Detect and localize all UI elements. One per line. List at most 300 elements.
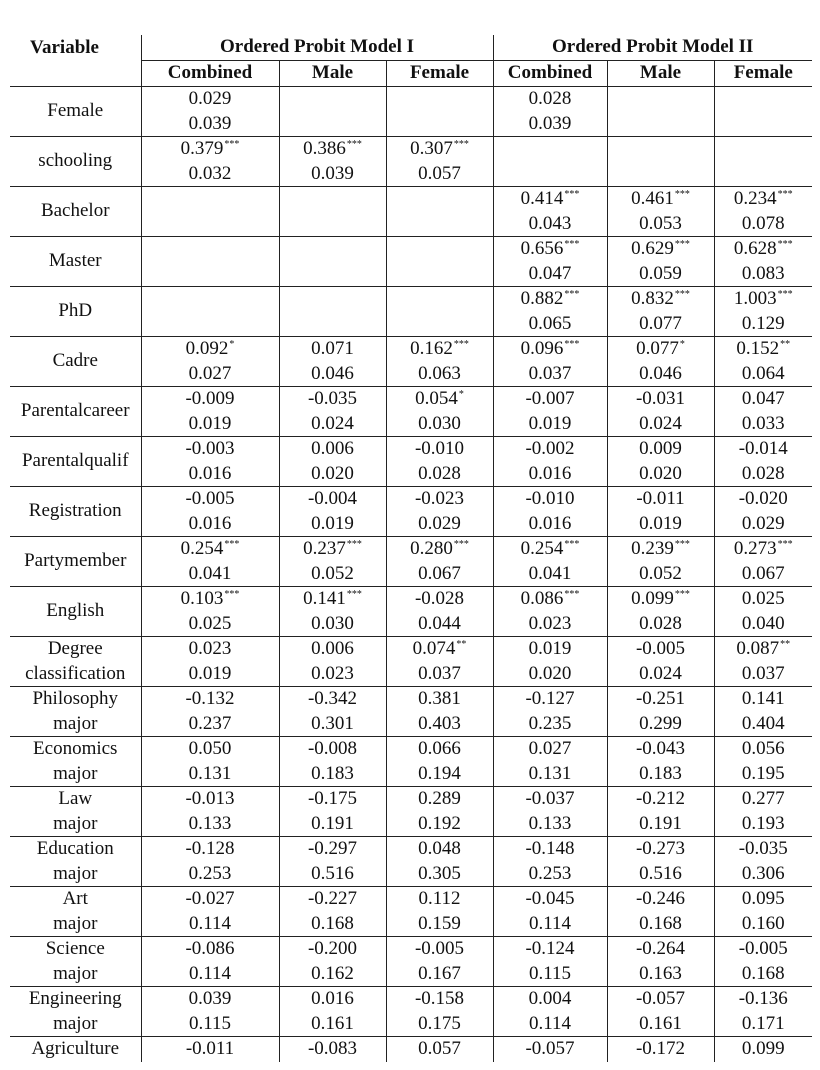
coefficient-line	[742, 1037, 785, 1062]
coefficient: -0.003	[185, 438, 235, 459]
coefficient: -0.128	[185, 838, 235, 859]
standard-error: 0.183	[311, 762, 354, 784]
value-cell	[141, 87, 279, 137]
standard-error: 0.029	[741, 512, 785, 534]
standard-error: 0.043	[528, 212, 572, 234]
value-cell	[607, 1037, 714, 1063]
coefficient-line	[186, 1037, 234, 1062]
standard-error: 0.115	[188, 1012, 232, 1034]
value-cell	[607, 487, 714, 537]
significance-stars: **	[780, 338, 791, 350]
coefficient-line	[311, 987, 354, 1012]
coefficient: -0.264	[635, 938, 686, 959]
significance-stars: ***	[224, 538, 240, 550]
variable-cell	[10, 337, 141, 387]
standard-error: 0.115	[528, 962, 572, 984]
value-cell	[607, 687, 714, 737]
value-cell	[386, 287, 493, 337]
standard-error: 0.041	[188, 562, 232, 584]
standard-error: 0.114	[188, 912, 232, 934]
significance-stars: ***	[674, 188, 690, 200]
coefficient: 0.006	[311, 438, 354, 459]
variable-label: Education	[36, 838, 114, 859]
coefficient-line	[529, 987, 572, 1012]
coefficient: -0.297	[307, 838, 358, 859]
value-cell	[279, 587, 386, 637]
value-cell	[279, 987, 386, 1037]
standard-error: 0.162	[311, 962, 354, 984]
value-cell	[141, 137, 279, 187]
significance-stars: ***	[777, 188, 793, 200]
coefficient-line	[636, 987, 685, 1012]
coefficient: -0.083	[307, 1038, 358, 1060]
value-cell	[607, 387, 714, 437]
variable-label: major	[53, 862, 98, 884]
coefficient: -0.023	[414, 488, 465, 509]
coefficient: -0.008	[307, 738, 358, 759]
coefficient-line	[734, 237, 793, 262]
coefficient: 0.882	[520, 288, 564, 309]
coefficient: 0.066	[418, 738, 461, 759]
coefficient-line	[311, 437, 354, 462]
coefficient: -0.251	[635, 688, 686, 709]
value-cell	[386, 487, 493, 537]
variable-label: major	[53, 712, 98, 734]
coefficient: -0.227	[307, 888, 358, 909]
value-cell	[386, 837, 493, 887]
value-cell	[141, 437, 279, 487]
table-body	[10, 87, 812, 1063]
value-cell	[607, 87, 714, 137]
standard-error: 0.024	[311, 412, 354, 434]
coefficient-line	[181, 587, 240, 612]
coefficient: -0.027	[185, 888, 235, 909]
standard-error: 0.161	[639, 1012, 682, 1034]
value-cell	[714, 587, 812, 637]
coefficient-line	[636, 637, 685, 662]
coefficient-line	[525, 1037, 574, 1062]
coefficient: 0.016	[311, 988, 354, 1009]
variable-cell	[10, 137, 141, 187]
standard-error: 0.114	[188, 962, 232, 984]
subheader-m1-combined: Combined	[141, 61, 279, 87]
coefficient-line	[739, 487, 788, 512]
standard-error: 0.030	[311, 612, 354, 634]
value-cell	[386, 537, 493, 587]
value-cell	[141, 237, 279, 287]
standard-error: 0.191	[639, 812, 682, 834]
variable-label: English	[46, 600, 105, 622]
coefficient: -0.057	[525, 1038, 575, 1060]
variable-cell	[10, 737, 141, 787]
significance-stars: ***	[453, 138, 469, 150]
variable-cell	[10, 837, 141, 887]
coefficient: -0.005	[635, 638, 686, 659]
value-cell	[493, 937, 607, 987]
value-cell	[493, 437, 607, 487]
variable-cell	[10, 787, 141, 837]
value-cell	[607, 987, 714, 1037]
coefficient-line	[413, 637, 467, 662]
coefficient-line	[521, 337, 580, 362]
coefficient: -0.010	[525, 488, 575, 509]
standard-error: 0.306	[741, 862, 785, 884]
coefficient-line	[410, 337, 469, 362]
coefficient: 1.003	[733, 288, 777, 309]
value-cell	[141, 637, 279, 687]
variable-cell	[10, 937, 141, 987]
standard-error: 0.032	[188, 162, 232, 184]
variable-label: Law	[58, 788, 93, 809]
coefficient-line	[742, 687, 785, 712]
coefficient-line	[636, 837, 685, 862]
variable-label: Parentalqualif	[21, 450, 129, 472]
standard-error: 0.037	[418, 662, 461, 684]
coefficient-line	[525, 787, 574, 812]
value-cell	[386, 937, 493, 987]
value-cell	[714, 637, 812, 687]
value-cell	[607, 787, 714, 837]
coefficient-line	[739, 937, 788, 962]
significance-stars: ***	[224, 588, 240, 600]
variable-cell	[10, 687, 141, 737]
standard-error: 0.053	[639, 212, 682, 234]
coefficient-line	[529, 737, 572, 762]
coefficient-line	[303, 587, 362, 612]
value-cell	[714, 537, 812, 587]
variable-label: Economics	[33, 738, 118, 759]
value-cell	[279, 887, 386, 937]
significance-stars: ***	[674, 588, 690, 600]
coefficient-line	[185, 687, 234, 712]
value-cell	[493, 487, 607, 537]
standard-error: 0.052	[639, 562, 682, 584]
value-cell	[607, 237, 714, 287]
table-row	[10, 987, 812, 1037]
coefficient-line	[636, 337, 685, 362]
significance-stars: ***	[777, 238, 793, 250]
value-cell	[279, 87, 386, 137]
coefficient-line	[189, 987, 232, 1012]
significance-stars: *	[679, 338, 685, 350]
standard-error: 0.020	[528, 662, 572, 684]
table-row	[10, 87, 812, 137]
coefficient-line	[631, 287, 690, 312]
coefficient: 0.087	[736, 638, 780, 659]
coefficient-line	[185, 837, 234, 862]
coefficient: -0.014	[738, 438, 788, 459]
variable-cell	[10, 487, 141, 537]
table-row	[10, 587, 812, 637]
significance-stars: ***	[564, 288, 580, 300]
standard-error: 0.516	[639, 862, 682, 884]
coefficient: 0.028	[528, 88, 572, 109]
standard-error: 0.064	[741, 362, 785, 384]
significance-stars: ***	[564, 538, 580, 550]
standard-error: 0.133	[528, 812, 572, 834]
value-cell	[386, 737, 493, 787]
value-cell	[714, 887, 812, 937]
standard-error: 0.024	[639, 412, 682, 434]
value-cell	[607, 887, 714, 937]
coefficient: 0.254	[180, 538, 224, 559]
coefficient: -0.212	[635, 788, 686, 809]
coefficient-line	[185, 937, 234, 962]
coefficient-line	[734, 287, 793, 312]
coefficient-line	[631, 537, 690, 562]
value-cell	[141, 587, 279, 637]
value-cell	[607, 837, 714, 887]
coefficient: -0.005	[414, 938, 465, 959]
coefficient: -0.057	[635, 988, 686, 1009]
coefficient-line	[636, 937, 685, 962]
value-cell	[714, 737, 812, 787]
header-variable: Variable	[30, 36, 99, 58]
significance-stars: ***	[346, 588, 362, 600]
variable-label: major	[53, 962, 98, 984]
table-row	[10, 737, 812, 787]
coefficient: 0.103	[180, 588, 224, 609]
value-cell	[386, 337, 493, 387]
value-cell	[493, 187, 607, 237]
coefficient: -0.010	[414, 438, 465, 459]
coefficient-line	[636, 787, 685, 812]
coefficient: 0.628	[733, 238, 777, 259]
table-row	[10, 137, 812, 187]
coefficient: 0.025	[741, 588, 785, 609]
standard-error: 0.083	[741, 262, 785, 284]
value-cell	[714, 187, 812, 237]
standard-error: 0.016	[188, 462, 232, 484]
coefficient-line	[636, 387, 685, 412]
coefficient: 0.099	[631, 588, 674, 609]
coefficient: 0.277	[741, 788, 785, 809]
header-model-1: Ordered Probit Model I	[141, 35, 493, 61]
significance-stars: *	[229, 338, 235, 350]
standard-error: 0.028	[741, 462, 785, 484]
value-cell	[141, 287, 279, 337]
value-cell	[607, 437, 714, 487]
value-cell	[386, 787, 493, 837]
coefficient-line	[308, 487, 357, 512]
coefficient-line	[189, 87, 232, 112]
standard-error: 0.193	[741, 812, 785, 834]
coefficient: 0.254	[520, 538, 564, 559]
value-cell	[141, 387, 279, 437]
standard-error: 0.041	[528, 562, 572, 584]
coefficient-line	[418, 687, 461, 712]
coefficient: 0.152	[736, 338, 780, 359]
table-row	[10, 287, 812, 337]
standard-error: 0.033	[741, 412, 785, 434]
subheader-m2-male: Male	[607, 61, 714, 87]
variable-label: Female	[47, 100, 104, 122]
coefficient: -0.007	[525, 388, 575, 409]
coefficient-line	[410, 137, 469, 162]
standard-error: 0.114	[528, 912, 572, 934]
standard-error: 0.037	[528, 362, 572, 384]
coefficient: 0.023	[188, 638, 232, 659]
standard-error: 0.175	[418, 1012, 461, 1034]
standard-error: 0.192	[418, 812, 461, 834]
standard-error: 0.129	[741, 312, 785, 334]
variable-label: Agriculture	[31, 1038, 120, 1060]
value-cell	[386, 237, 493, 287]
value-cell	[141, 537, 279, 587]
value-cell	[714, 87, 812, 137]
coefficient-line	[418, 787, 461, 812]
coefficient: -0.136	[738, 988, 788, 1009]
value-cell	[279, 387, 386, 437]
coefficient: 0.280	[410, 538, 453, 559]
standard-error: 0.161	[311, 1012, 354, 1034]
value-cell	[714, 687, 812, 737]
standard-error: 0.019	[188, 412, 232, 434]
coefficient-line	[736, 637, 790, 662]
coefficient-line	[185, 387, 234, 412]
coefficient-line	[308, 687, 357, 712]
value-cell	[386, 587, 493, 637]
value-cell	[714, 1037, 812, 1063]
coefficient-line	[636, 1037, 685, 1062]
coefficient: 0.237	[303, 538, 346, 559]
value-cell	[493, 537, 607, 587]
variable-cell	[10, 987, 141, 1037]
coefficient: -0.002	[525, 438, 575, 459]
significance-stars: ***	[564, 338, 580, 350]
subheader-m2-female: Female	[714, 61, 812, 87]
coefficient: -0.037	[525, 788, 575, 809]
coefficient-line	[181, 137, 240, 162]
coefficient: -0.127	[525, 688, 575, 709]
variable-label: Art	[62, 888, 88, 909]
value-cell	[386, 437, 493, 487]
standard-error: 0.046	[311, 362, 354, 384]
value-cell	[386, 637, 493, 687]
variable-label: Master	[48, 250, 102, 272]
value-cell	[386, 887, 493, 937]
table-row	[10, 887, 812, 937]
significance-stars: **	[456, 638, 467, 650]
table-row	[10, 437, 812, 487]
standard-error: 0.016	[188, 512, 232, 534]
standard-error: 0.131	[188, 762, 232, 784]
variable-label: major	[53, 912, 98, 934]
coefficient: -0.005	[738, 938, 788, 959]
standard-error: 0.063	[418, 362, 461, 384]
coefficient-line	[308, 1037, 357, 1062]
coefficient: 0.414	[520, 188, 564, 209]
coefficient: -0.172	[635, 1038, 686, 1060]
coefficient-line	[189, 637, 232, 662]
coefficient: 0.086	[520, 588, 564, 609]
variable-cell	[10, 287, 141, 337]
value-cell	[714, 137, 812, 187]
coefficient-line	[636, 687, 685, 712]
coefficient: 0.092	[185, 338, 229, 359]
coefficient-line	[521, 287, 580, 312]
standard-error: 0.067	[741, 562, 785, 584]
value-cell	[386, 1037, 493, 1063]
coefficient-line	[525, 887, 574, 912]
standard-error: 0.027	[188, 362, 232, 384]
variable-cell	[10, 587, 141, 637]
variable-label: Science	[45, 938, 105, 959]
coefficient: 0.379	[180, 138, 224, 159]
coefficient-line	[189, 737, 232, 762]
coefficient: 0.162	[410, 338, 453, 359]
coefficient: -0.011	[636, 488, 685, 509]
coefficient: 0.386	[303, 138, 346, 159]
standard-error: 0.044	[418, 612, 461, 634]
table-row	[10, 387, 812, 437]
value-cell	[279, 337, 386, 387]
coefficient: -0.011	[185, 1038, 235, 1060]
coefficient-line	[734, 187, 793, 212]
coefficient: 0.019	[528, 638, 572, 659]
significance-stars: ***	[674, 238, 690, 250]
value-cell	[714, 237, 812, 287]
coefficient-line	[415, 587, 464, 612]
coefficient-line	[521, 587, 580, 612]
value-cell	[714, 487, 812, 537]
coefficient: 0.656	[520, 238, 564, 259]
coefficient: -0.086	[185, 938, 235, 959]
coefficient-line	[521, 187, 580, 212]
variable-label: Degree	[47, 638, 103, 659]
value-cell	[279, 287, 386, 337]
variable-label: major	[53, 1012, 98, 1034]
variable-label: major	[53, 762, 98, 784]
standard-error: 0.168	[639, 912, 682, 934]
coefficient-line	[308, 887, 357, 912]
value-cell	[279, 487, 386, 537]
significance-stars: ***	[564, 588, 580, 600]
coefficient: -0.035	[307, 388, 358, 409]
standard-error: 0.253	[188, 862, 232, 884]
coefficient: -0.013	[185, 788, 235, 809]
value-cell	[493, 337, 607, 387]
standard-error: 0.077	[639, 312, 682, 334]
table-row	[10, 937, 812, 987]
coefficient: -0.273	[635, 838, 686, 859]
standard-error: 0.047	[528, 262, 572, 284]
value-cell	[279, 187, 386, 237]
value-cell	[141, 987, 279, 1037]
standard-error: 0.020	[639, 462, 682, 484]
standard-error: 0.235	[528, 712, 572, 734]
variable-cell	[10, 637, 141, 687]
standard-error: 0.030	[418, 412, 461, 434]
value-cell	[493, 237, 607, 287]
value-cell	[607, 287, 714, 337]
coefficient-line	[636, 737, 685, 762]
value-cell	[493, 837, 607, 887]
variable-label: Engineering	[28, 988, 122, 1009]
coefficient-line	[186, 337, 235, 362]
coefficient-line	[742, 887, 785, 912]
coefficient: -0.124	[525, 938, 575, 959]
coefficient: -0.020	[738, 488, 788, 509]
coefficient-line	[631, 187, 690, 212]
variable-label: PhD	[58, 300, 93, 322]
value-cell	[141, 487, 279, 537]
variable-label: classification	[25, 662, 126, 684]
standard-error: 0.019	[311, 512, 354, 534]
coefficient: 0.307	[410, 138, 453, 159]
coefficient-line	[418, 737, 461, 762]
value-cell	[493, 387, 607, 437]
